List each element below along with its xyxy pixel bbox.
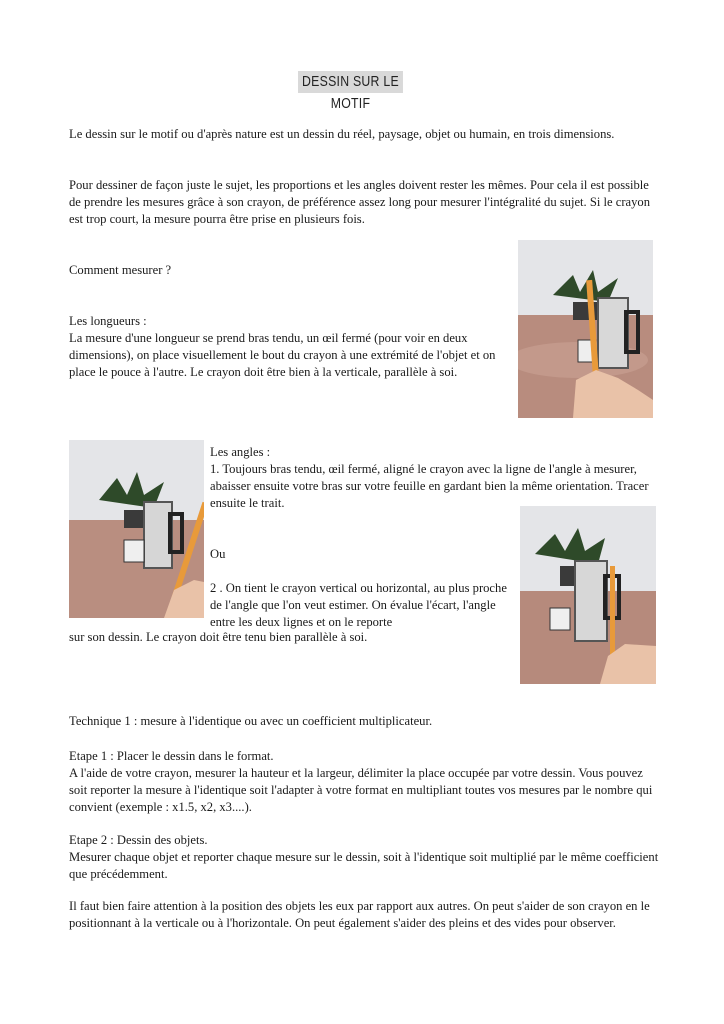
intro-paragraph: Le dessin sur le motif ou d'après nature est un dessin du réel, paysage, objet ou humain, en trois dimensions.	[69, 127, 615, 141]
step2-text: Mesurer chaque objet et reporter chaque mesure sur le dessin, soit à l'identique soit multiplié par le même coefficient que précédemment.	[69, 850, 659, 881]
photo-angle-measure	[69, 440, 204, 618]
angles-heading: Les angles :	[210, 445, 271, 459]
step1-title: Etape 1 : Placer le dessin dans le format.	[69, 749, 274, 763]
lengths-heading: Les longueurs :	[69, 314, 147, 328]
angles-step2-part2: sur son dessin. Le crayon doit être tenu bien parallèle à soi.	[69, 630, 368, 644]
photo-angle-horizontal	[520, 506, 656, 684]
step2-title: Etape 2 : Dessin des objets.	[69, 833, 208, 847]
technique-heading: Technique 1 : mesure à l'identique ou avec un coefficient multiplicateur.	[69, 714, 433, 728]
final-paragraph: Il faut bien faire attention à la position des objets les eux par rapport aux autres. On peut s'aider de son crayon en le positionnant à la verticale ou à l'horizontale. On peut également s'aider des pleins et des vides pour observer.	[69, 899, 650, 930]
or-label: Ou	[210, 547, 226, 561]
angles-step2-part1: 2 . On tient le crayon vertical ou horizontal, au plus proche de l'angle que l'on veut estimer. On évalue l'écart, l'angle entre les deux lignes et on le reporte	[210, 581, 507, 629]
angles-step1: 1. Toujours bras tendu, œil fermé, aligné le crayon avec la ligne de l'angle à mesurer, abaisser ensuite votre bras sur votre feuille en gardant bien la même orientation. Tracer ensuite le trait.	[210, 462, 649, 510]
lengths-text: La mesure d'une longueur se prend bras tendu, un œil fermé (pour voir en deux dimensions), on place visuellement le bout du crayon à une extrémité de l'objet et on place le pouce à l'autre. Le crayon doit être bien à la verticale, parallèle à soi.	[69, 331, 496, 379]
page-title: DESSIN SUR LE MOTIF	[298, 71, 403, 93]
pencil-measure-paragraph: Pour dessiner de façon juste le sujet, les proportions et les angles doivent rester les mêmes. Pour cela il est possible de prendre les mesures grâce à son crayon, de préférence assez long pour mesurer l'intégralité du sujet. Si le crayon est trop court, la mesure pourra être prise en plusieurs fois.	[69, 178, 650, 226]
how-to-measure-heading: Comment mesurer ?	[69, 263, 172, 277]
photo-length-measure	[518, 240, 653, 418]
step1-text: A l'aide de votre crayon, mesurer la hauteur et la largeur, délimiter la place occupée par votre dessin. Vous pouvez soit reporter la mesure à l'identique soit l'adapter à votre format en multipliant toutes vos mesures par le nombre qui convient (exemple : x1.5, x2, x3....).	[69, 766, 653, 814]
